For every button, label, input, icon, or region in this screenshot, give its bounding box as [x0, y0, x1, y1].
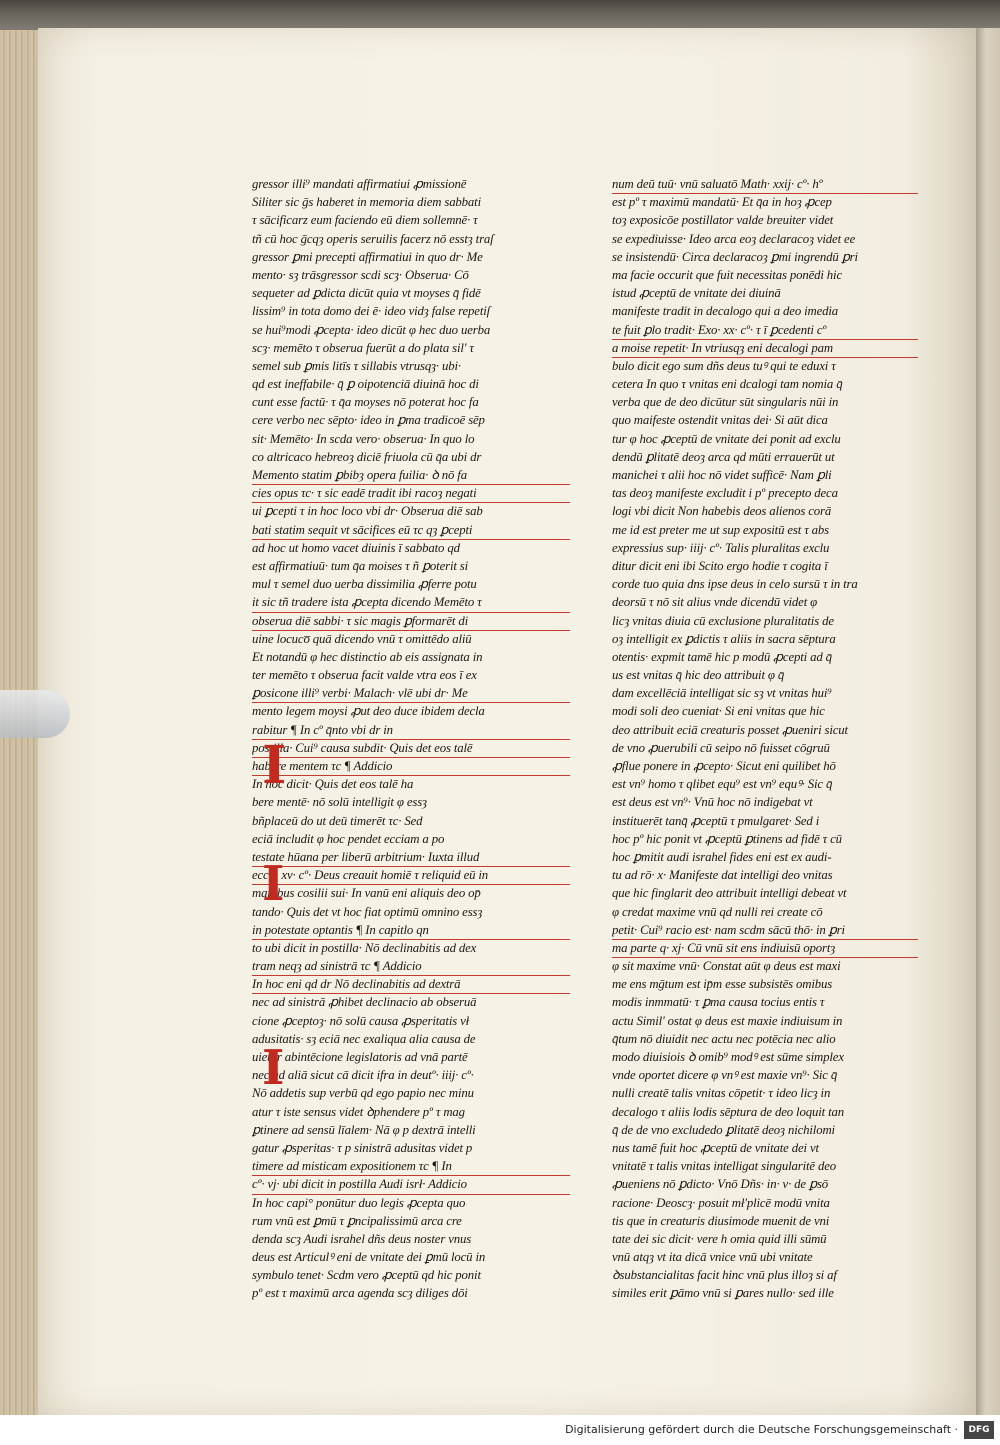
- right-column-line: nulli creatē talis vnitas cōpetit· τ ideo licȝ in: [612, 1086, 831, 1101]
- right-column-line: istud ꝓceptū de vnitate dei diuinā: [612, 286, 781, 301]
- right-column-line: ꝺsubstancialitas facit hinc vnū plus illoȝ si af: [612, 1268, 837, 1283]
- right-column-line: φ sit maxime vnū· Constat aūt φ deus est maxi: [612, 959, 841, 974]
- left-column-line: cº· vj· ubi dicit in postilla Audi isrł· Addicio: [252, 1176, 570, 1194]
- right-column-line: est deus est vn⁹· Vnū hoc nō indigebat vt: [612, 795, 813, 810]
- left-column-line: uietur abintēcione legislatoris ad vnā partē: [252, 1050, 468, 1064]
- left-column-line: symbulo tenet· Scdm vero ꝓceptū qd hic ponit: [252, 1268, 481, 1283]
- left-column-line: gressor illi⁹ mandati affirmatiui ꝓmissionē: [252, 177, 467, 191]
- left-column-line: ter memēto τ obserua facit valde vtra eos ī ex: [252, 668, 477, 683]
- left-column-line: testate hūana per liberū arbitrium· Iuxta illud: [252, 849, 570, 867]
- right-column-line: toȝ exposicōe postillator valde breuiter videt: [612, 213, 834, 228]
- dfg-logo: DFG: [964, 1421, 994, 1439]
- left-column-line: Et notandū φ hec distinctio ab eis assignata in: [252, 649, 483, 664]
- right-column-line: est pº τ maximū mandatū· Et q̄a in hoȝ ꝓcep: [612, 195, 832, 210]
- left-column-line: In hoc capi° ponūtur duo legis ꝓcepta quo: [252, 1195, 466, 1210]
- left-column-line: denda scȝ Audi israhel dñs deus noster vnus: [252, 1231, 472, 1246]
- left-column-line: to ubi dicit in postilla· Nō declinabitis ad dex: [252, 940, 477, 955]
- right-column-line: quo maifeste ostendit vnitas dei· Si aūt dica: [612, 413, 828, 428]
- left-column-line: ꝑtinere ad sensū līalem· Nā φ p dextrā intelli: [252, 1122, 476, 1137]
- right-column-line: logi vbi dicit Non habebis deos alienos corā: [612, 504, 832, 519]
- left-column-line: tram neqȝ ad sinistrā τc ¶ Addicio: [252, 958, 570, 976]
- left-column-line: adusitatis· sȝ eciā nec exaliqua alia causa de: [252, 1031, 476, 1046]
- right-column-line: te fuit ꝑlo tradit· Exo· xx· cº· τ ī ꝑcedenti cº: [612, 322, 918, 340]
- right-column-line: manichei τ alii hoc nō videt sufficē· Nam ꝑli: [612, 468, 832, 482]
- left-column-line: rum vnū est ꝑmū τ ꝑncipalissimū arca cre: [252, 1213, 462, 1228]
- left-column-line: bñplaceū do ut deū timerēt τc· Sed: [252, 813, 423, 828]
- right-column-line: hoc ꝑmitit audi israhel fides eni est ex audi-: [612, 849, 832, 864]
- right-column-line: tu ad rō· x· Manifeste dat intelligi deo vnitas: [612, 868, 833, 883]
- left-column-line: Nō addetis sup verbū qd ego papio nec minu: [252, 1086, 474, 1101]
- right-column-line: que hic finglarit deo attribuit intelligi debeat vt: [612, 886, 847, 901]
- right-column-line: vnitatē τ talis vnitas intelligat singularitē deo: [612, 1159, 837, 1174]
- left-column-line: obserua diē sabbi· τ sic magis ꝑformarēt di: [252, 613, 570, 631]
- left-column-line: eciā includit φ hoc pendet ecciam a po: [252, 831, 445, 846]
- right-column-line: a moise repetit· In vtriusqȝ eni decalogi pam: [612, 340, 918, 358]
- left-column-line: cere verbo nec sēpto· ideo in ꝑma tradicoē sēp: [252, 413, 485, 428]
- left-column-line: sit· Memēto· In scda vero· obserua· In quo lo: [252, 431, 475, 446]
- left-column-line: habere mentem τc ¶ Addicio: [252, 758, 570, 776]
- footer-credit: Digitalisierung gefördert durch die Deutsche Forschungsgemeinschaft ·: [565, 1423, 958, 1436]
- right-column-line: me id est preter me ut sup expositū est τ abs: [612, 522, 830, 537]
- left-column-line: nec ad sinistrā ꝓhibet declinacio ab obseruā: [252, 995, 477, 1010]
- left-column-line: atur τ iste sensus videt ꝺphendere pº τ mag: [252, 1104, 465, 1119]
- right-column-line: tur φ hoc ꝓceptū de vnitate dei ponit ad exclu: [612, 431, 841, 446]
- right-column-line: oȝ intelligit ex ꝑdictis τ aliis in sacra sēptura: [612, 631, 836, 646]
- left-column-line: ui ꝑcepti τ in hoc loco vbi dr· Obserua diē sab: [252, 504, 483, 519]
- left-column-line: Siliter sic ḡs haberet in memoria diem sabbati: [252, 195, 481, 210]
- initial-I-third: I: [262, 1040, 285, 1096]
- right-column-line: ditur dicit eni ibi Scito ergo hodie τ cogita ī: [612, 558, 828, 573]
- right-column-line: de vno ꝓuerubili cū seipo nō fuisset cōgruū: [612, 740, 830, 755]
- left-column-line: deus est Articulꝰ eni de vnitate dei ꝑmū locū in: [252, 1250, 486, 1265]
- right-column-line: q̄ de de vno excludedo ꝑlitatē deoȝ nichilomi: [612, 1122, 835, 1137]
- text-column-left: [252, 176, 570, 1304]
- right-column-line: se expediuisse· Ideo arca eoȝ declaracoȝ videt ee: [612, 231, 856, 246]
- right-column-line: instituerēt tanq̄ ꝓceptū τ pmulgaret· Sed i: [612, 813, 820, 828]
- left-column-line: lissim⁹ in tota domo dei ē· ideo vidȝ false repetiſ: [252, 304, 491, 319]
- left-column-line: tñ cū hoc ḡcqȝ operis seruilis facerz nō esstȝ traſ: [252, 231, 494, 246]
- left-column-line: est affirmatiuū· tum q̄a moises τ ñ ꝑoterit si: [252, 558, 469, 573]
- left-column-line: in potestate optantis ¶ In capitlo qn: [252, 922, 570, 940]
- facing-page-edge: [976, 28, 1000, 1415]
- left-column-line: postilla· Cui⁹ causa subdit· Quis det eos talē: [252, 740, 570, 758]
- right-column-line: corde tuo quia dns ipse deus in celo sursū τ in tra: [612, 577, 858, 592]
- left-column-line: In hoc dicit· Quis det eos talē ha: [252, 777, 414, 792]
- right-column-line: deorsū τ nō sit alius vnde dicendū videt φ: [612, 595, 818, 610]
- right-column-line: expressius sup· iiij· cº· Talis pluralitas exclu: [612, 540, 830, 555]
- right-column-line: racione· Deoscȝ· posuit mł'plicē modū vnita: [612, 1195, 830, 1210]
- left-column-line: nec ad aliā sicut cā dicit ifra in deutº· iiij· cº·: [252, 1068, 474, 1083]
- left-column-line: cunt esse factū· τ q̄a moyses nō poterat hoc fa: [252, 395, 479, 410]
- right-column-line: ꝓueniens nō ꝑdicto· Vnō Dñs· in· v· de ꝑsō: [612, 1177, 829, 1192]
- left-column-line: rabitur ¶ In cº q̄nto vbi dr in: [252, 722, 570, 740]
- right-column-line: modis inmmatū· τ ꝑma causa tocius entis τ: [612, 995, 825, 1010]
- left-column-line: bati statim sequit vt sācifices eū τc qȝ ꝑcepti: [252, 522, 570, 540]
- right-column-line: se insistendū· Circa declaracoȝ ꝑmi ingrendū ꝑri: [612, 249, 858, 264]
- right-column-line: q̄tum nō diuidit nec actu nec potēcia nec alio: [612, 1031, 836, 1046]
- bookmark-clip: [0, 690, 70, 738]
- right-column-line: est vn⁹ homo τ qlibet equ⁹ est vn⁹ equꝰ· Sic q̄: [612, 777, 833, 792]
- right-column-line: dendū ꝑlitatē deoȝ arca qd mūti errauerūt ut: [612, 449, 835, 464]
- right-column-line: modo diuisiois ꝺ omib⁹ modꝰ est sūme simplex: [612, 1050, 844, 1064]
- left-column-line: qd est ineffabile· q̄ ꝑ oipotenciā diuinā hoc di: [252, 377, 479, 392]
- right-column-line: vnde oportet dicere φ vnꝰ est maxie vn⁹· Sic q̄: [612, 1068, 838, 1083]
- left-column-line: bere mentē· nō solū intelligit φ essȝ: [252, 795, 427, 810]
- right-column-line: φ credat maxime vnū qd nulli rei create cō: [612, 904, 823, 919]
- left-column-line: mento· sȝ trāsgressor scdi scȝ· Obserua· Cō: [252, 267, 469, 282]
- right-column-line: num deū tuū· vnū saluatō Math· xxij· cº· hº: [612, 176, 918, 194]
- left-column-line: uine locuco̅ quā dicendo vnū τ omittēdo aliū: [252, 631, 472, 646]
- right-column-line: nus tamē fuit hoc ꝓceptū de vnitate dei vt: [612, 1140, 819, 1155]
- left-column-line: ꝑosicone illi⁹ verbi· Malach· vlē ubi dr· Me: [252, 685, 570, 703]
- right-column-line: me ens mḡtum est ip̄m esse subsistēs omibus: [612, 977, 833, 992]
- left-column-line: co altricaco hebreoȝ diciē friuola cū q̄a ubi dr: [252, 449, 482, 464]
- left-column-line: gressor ꝑmi precepti affirmatiui in quo dr· Me: [252, 249, 483, 264]
- left-column-line: ad hoc ut homo vacet diuinis ī sabbato qd: [252, 540, 460, 555]
- right-column-line: actu Simil' ostat φ deus est maxie indiuisum in: [612, 1013, 843, 1028]
- left-column-line: In hoc eni qd dr Nō declinabitis ad dextrā: [252, 976, 570, 994]
- initial-I-first: I: [262, 735, 287, 796]
- left-column-line: timere ad misticam expositionem τc ¶ In: [252, 1158, 570, 1176]
- right-column-line: similes erit ꝑāmo vnū si ꝑares nullo· sed ille: [612, 1286, 834, 1301]
- right-column-line: tas deoȝ manifeste excludit i pº precepto deca: [612, 486, 838, 501]
- left-column-line: tando· Quis det vt hoc fiat optimū omnino essȝ: [252, 904, 483, 919]
- left-column-line: semel sub ꝑmis litīs τ sillabis vtrusqȝ· ubi·: [252, 358, 461, 373]
- left-column-line: Memento statim ꝑbibȝ opera fuilia· ꝺ nō fa: [252, 467, 570, 485]
- right-column-line: verba que de deo dicūtur sūt singularis nūi in: [612, 395, 839, 410]
- right-column-line: ma parte q· xj· Cū vnū sit ens indiuisū oportȝ: [612, 940, 918, 958]
- right-column-line: tate dei sic dicit· vere h omia quid illi sūmū: [612, 1231, 827, 1246]
- left-column-line: mul τ semel duo uerba dissimilia ꝓferre potu: [252, 577, 477, 592]
- left-column-line: scȝ· memēto τ obserua fuerūt a do plata sil' τ: [252, 340, 474, 355]
- right-column-line: otentis· expmit tamē hic p modū ꝓcepti ad q̄: [612, 649, 832, 664]
- initial-I-second: I: [262, 856, 285, 912]
- text-column-right: [612, 176, 918, 1304]
- left-column-line: eccti· xv· cº· Deus creauit homiē τ reliquid eū in: [252, 867, 570, 885]
- right-column-line: manifeste tradit in decalogo qui a deo imedia: [612, 304, 839, 319]
- right-column-line: bulo dicit ego sum dñs deus tuꝰ qui te eduxi τ: [612, 358, 836, 373]
- left-column-line: τ sācificarz eum faciendo eū diem sollemnē· τ: [252, 213, 478, 228]
- right-column-line: tis que in creaturis diusimode muenit de vni: [612, 1213, 830, 1228]
- left-column-line: cione ꝓceptoȝ· nō solū causa ꝓsperitatis vł: [252, 1013, 470, 1028]
- right-column-line: petit· Cui⁹ racio est· nam scdm sācū thō· in ꝑri: [612, 922, 918, 940]
- right-column-line: deo attribuit eciā creaturis posset ꝓueniri sicut: [612, 722, 848, 737]
- right-column-line: cetera In quo τ vnitas eni dcalogi tam nomia q̄: [612, 377, 843, 392]
- left-column-line: se hui⁹modi ꝓcepta· ideo dicūt φ hec duo uerba: [252, 322, 491, 337]
- left-column-line: it sic tñ tradere ista ꝓcepta dicendo Memēto τ: [252, 594, 570, 612]
- left-column-line: mento legem moysi ꝓut deo duce ibidem decla: [252, 704, 485, 719]
- left-column-line: manibus cosilii sui· In vanū eni aliquis deo op̄: [252, 886, 481, 901]
- right-column-line: us est vnitas q̄ hic deo attribuit φ q̄: [612, 668, 785, 683]
- left-column-line: cies opus τc· τ sic eadē tradit ibi racoȝ negati: [252, 485, 570, 503]
- right-column-line: ꝓflue ponere in ꝓcepto· Sicut eni quilibet hō: [612, 759, 836, 773]
- right-column-line: vnū atqȝ vt ita dicā vnice vnū ubi vnitate: [612, 1250, 813, 1265]
- left-column-line: gatur ꝓsperitas· τ p sinistrā adusitas videt p: [252, 1140, 473, 1155]
- footer-bar: [0, 1415, 1000, 1445]
- right-column-line: modi soli deo cueniat· Si eni vnitas que hic: [612, 704, 825, 719]
- right-column-line: hoc pº hic ponit vt ꝓceptū ꝑtinens ad fidē τ cū: [612, 831, 842, 846]
- right-column-line: decalogo τ aliis lodis sēptura de deo loquit tan: [612, 1104, 844, 1119]
- right-column-line: dam excellēciā intelligat sic sȝ vt vnitas hui⁹: [612, 686, 832, 701]
- right-column-line: ma facie occurit que fuit necessitas ponēdi hic: [612, 267, 842, 282]
- left-column-line: pº est τ maximū arca agenda scȝ diliges dōi: [252, 1286, 468, 1301]
- left-column-line: sequeter ad ꝑdicta dicūt quia vt moyses q̄ fidē: [252, 286, 481, 301]
- right-column-line: licȝ vnitas diuia cū exclusione pluralitatis de: [612, 613, 834, 628]
